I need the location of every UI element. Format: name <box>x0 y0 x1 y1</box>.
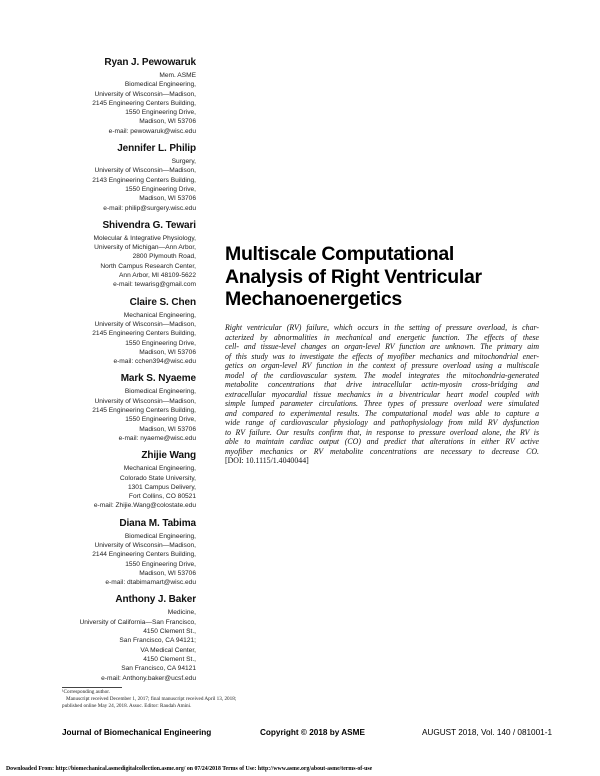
author-affiliation-line: e-mail: Anthony.baker@ucsf.edu <box>101 674 196 682</box>
author-affiliation-line: Biomedical Engineering, <box>124 532 196 540</box>
author-affiliation-line: Surgery, <box>171 158 196 166</box>
author-affiliation-line: Fort Collins, CO 80521 <box>128 493 196 501</box>
author-affiliation-line: Mem. ASME <box>159 72 196 79</box>
author-affiliation-line: 2145 Engineering Centers Building, <box>92 407 196 415</box>
abstract-line: wide range of cardiovascular physiology and pathophysiology from mild RV dysfunction <box>225 418 539 427</box>
author-block <box>60 449 196 510</box>
author-affiliation-line: Madison, WI 53706 <box>139 569 196 577</box>
author-affiliation-line: 4150 Clement St., <box>143 655 196 663</box>
author-affiliation-line: University of Michigan—Ann Arbor, <box>94 244 196 252</box>
author-affiliation-line: Molecular & Integrative Physiology, <box>93 234 196 242</box>
author-affiliation-line: 1550 Engineering Drive, <box>125 416 196 424</box>
author-affiliation-line: Ann Arbor, MI 48109-5622 <box>119 272 196 280</box>
title-line: Mechanoenergetics <box>225 288 402 310</box>
issue-info: AUGUST 2018, Vol. 140 / 081001-1 <box>421 728 552 737</box>
author-affiliation-line: Madison, WI 53706 <box>139 348 196 356</box>
author-affiliation-line: Mechanical Engineering, <box>123 465 196 473</box>
author-name: Ryan J. Pewowaruk <box>104 57 196 68</box>
author-affiliation-line: 2143 Engineering Centers Building, <box>92 176 196 184</box>
abstract-line: acterized by abnormalities in mechanical and energetic function. The effects of these <box>225 332 539 342</box>
abstract-line: able to maintain cardiac output (CO) and predict that alterations in either RV active <box>225 437 539 446</box>
abstract-line: simple lumped parameter circulations. Three types of pressure overload were simulated <box>225 399 539 408</box>
abstract-line: getics on organ-level RV function in the context of pressure overload using a multiscale <box>225 361 539 370</box>
author-name: Jennifer L. Philip <box>117 143 196 155</box>
footnote-line: ¹Corresponding author. <box>62 689 110 695</box>
author-affiliation-line: 2144 Engineering Centers Building, <box>92 551 196 559</box>
author-affiliation-line: Madison, WI 53706 <box>139 118 196 126</box>
author-affiliation-line: Mechanical Engineering, <box>123 311 196 319</box>
author-affiliation-line: e-mail: philip@surgery.wisc.edu <box>103 204 196 212</box>
author-affiliation-line: Madison, WI 53706 <box>139 195 196 203</box>
author-name: Mark S. Nyaeme <box>120 373 196 385</box>
author-affiliation-line: e-mail: tewarisg@gmail.com <box>113 281 196 289</box>
author-block <box>60 517 196 588</box>
author-affiliation-line: Biomedical Engineering, <box>124 81 196 89</box>
footnote-rule <box>62 687 122 688</box>
abstract-line: and compared to experimental results. The computational model was able to capture a <box>225 408 539 418</box>
author-affiliation-line: Madison, WI 53706 <box>139 425 196 433</box>
author-affiliation-line: Medicine, <box>167 609 196 617</box>
author-name: Diana M. Tabima <box>119 517 196 529</box>
author-affiliation-line: Biomedical Engineering, <box>124 388 196 396</box>
author-name: Shivendra G. Tewari <box>102 219 196 231</box>
author-affiliation-line: e-mail: dtabimamart@wisc.edu <box>105 579 196 587</box>
author-list <box>60 56 196 689</box>
author-affiliation-line: 1550 Engineering Drive, <box>125 560 196 568</box>
author-affiliation-line: University of Wisconsin—Madison, <box>94 397 196 405</box>
author-affiliation-line: 1550 Engineering Drive, <box>125 109 196 117</box>
author-affiliation-line: 2145 Engineering Centers Building, <box>92 330 196 338</box>
author-affiliation-line: 2145 Engineering Centers Building, <box>92 99 196 107</box>
author-affiliation-line: University of California—San Francisco, <box>79 618 196 626</box>
author-affiliation-line: 1301 Campus Delivery, <box>127 483 196 491</box>
author-affiliation-line: VA Medical Center, <box>140 646 196 654</box>
footnote-line: published online May 24, 2018. Assoc. Editor: Raudah Amini. <box>62 703 192 709</box>
author-affiliation-line: San Francisco, CA 94121 <box>121 665 196 673</box>
abstract-line: myofiber mechanics or RV metabolite concentrations are necessary to decrease CO. <box>225 446 539 456</box>
author-affiliation-line: University of Wisconsin—Madison, <box>94 541 196 549</box>
paper-title <box>225 243 555 311</box>
author-block <box>60 142 196 213</box>
author-block <box>60 219 196 290</box>
doi-reference: [DOI: 10.1115/1.4040044] <box>225 456 309 465</box>
title-line: Multiscale Computational <box>225 243 454 265</box>
abstract <box>225 323 539 466</box>
abstract-line: to RV failure. Our results confirm that, in response to pressure overload alone, the RV is <box>225 427 539 437</box>
abstract-line: extracellular myocardial tissue mechanics in a biventricular heart model coupled with <box>225 389 539 399</box>
author-affiliation-line: 1550 Engineering Drive, <box>125 185 196 193</box>
abstract-line: metabolite concentrations that drive intracellular actin-myosin cross-bridging and <box>225 380 539 389</box>
author-affiliation-line: North Campus Research Center, <box>100 262 196 270</box>
abstract-line: model of the cardiovascular system. The model integrates the mitochondria-generated <box>225 370 539 380</box>
title-line: Analysis of Right Ventricular <box>225 265 482 288</box>
author-affiliation-line: 2800 Plymouth Road, <box>132 253 196 261</box>
author-affiliation-line: Colorado State University, <box>119 474 196 482</box>
author-affiliation-line: 1550 Engineering Drive, <box>125 339 196 347</box>
copyright-notice: Copyright © 2018 by ASME <box>260 728 365 737</box>
author-affiliation-line: University of Wisconsin—Madison, <box>94 90 196 98</box>
author-block <box>60 56 196 136</box>
author-affiliation-line: 4150 Clement St., <box>143 628 196 636</box>
author-affiliation-line: e-mail: cchen394@wisc.edu <box>113 358 196 366</box>
download-notice: Downloaded From: http://biomechanical.asmedigitalcollection.asme.org/ on 07/24/2018 Terms of Use: http://www.asme.org/about-asme/terms-of-use <box>6 766 373 772</box>
author-block <box>60 296 196 367</box>
footnote-line: Manuscript received December 1, 2017; final manuscript received April 13, 2018; <box>66 696 237 702</box>
author-affiliation-line: e-mail: nyaeme@wisc.edu <box>118 434 196 442</box>
footnote <box>62 689 362 710</box>
author-name: Zhijie Wang <box>141 450 196 462</box>
author-affiliation-line: University of Wisconsin—Madison, <box>94 320 196 328</box>
author-affiliation-line: University of Wisconsin—Madison, <box>94 167 196 175</box>
abstract-line: of this study was to investigate the effects of myofiber mechanics and mitochondrial ener- <box>225 351 539 361</box>
journal-name: Journal of Biomechanical Engineering <box>62 728 212 737</box>
author-affiliation-line: San Francisco, CA 94121; <box>119 637 196 645</box>
author-affiliation-line: e-mail: Zhijie.Wang@colostate.edu <box>93 502 196 510</box>
abstract-line: cell- and tissue-level changes on organ-level RV function are unknown. The primary aim <box>225 342 539 351</box>
author-affiliation-line: e-mail: pewowaruk@wisc.edu <box>108 127 196 135</box>
author-name: Claire S. Chen <box>129 296 196 308</box>
author-name: Anthony J. Baker <box>115 594 196 606</box>
author-block <box>60 593 196 682</box>
author-block <box>60 372 196 443</box>
abstract-line: Right ventricular (RV) failure, which occurs in the setting of pressure overload, is char- <box>225 323 539 332</box>
